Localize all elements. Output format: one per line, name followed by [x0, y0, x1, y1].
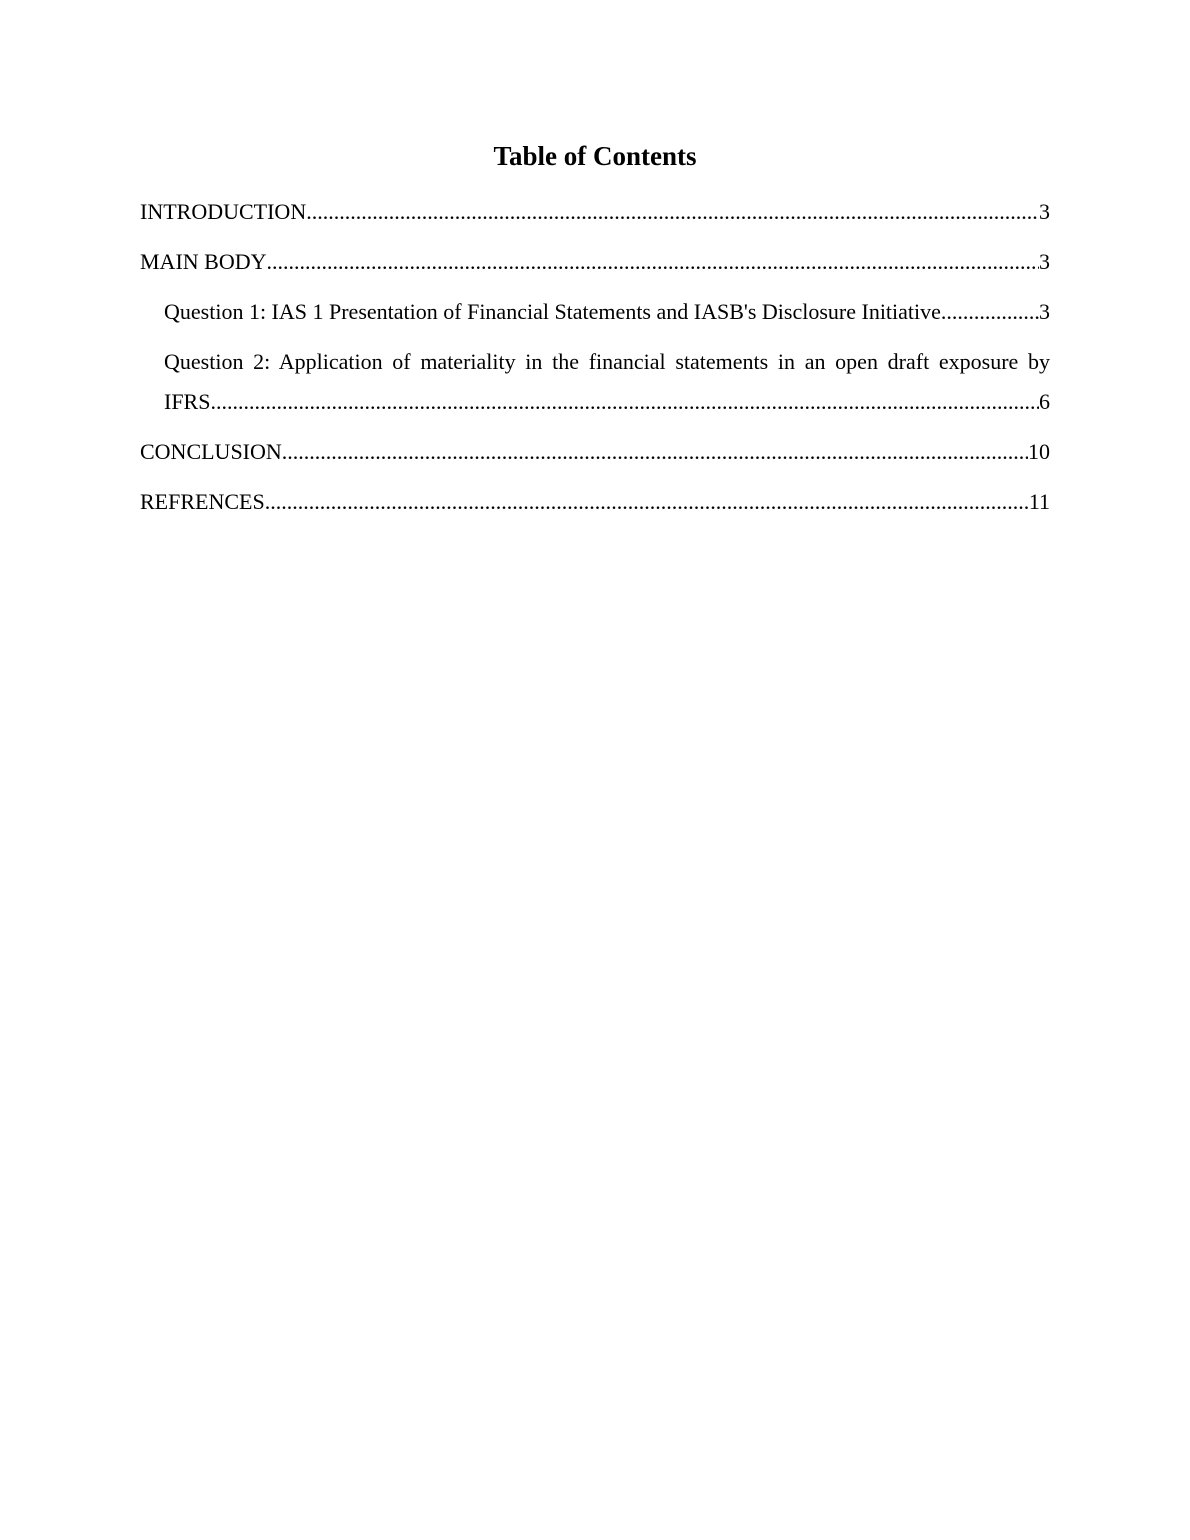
- toc-page-number: 6: [1039, 389, 1050, 414]
- toc-page-number: 3: [1039, 249, 1050, 274]
- toc-entry-question-2[interactable]: [140, 346, 1050, 418]
- dot-leader: [306, 196, 1039, 228]
- dot-leader: [946, 296, 1039, 328]
- toc-page-number: 11: [1028, 489, 1050, 514]
- toc-entry-introduction[interactable]: [140, 196, 1050, 228]
- toc-entry-main-body[interactable]: [140, 246, 1050, 278]
- toc-entry-label: INTRODUCTION: [140, 199, 307, 224]
- toc-entry-label: IFRS: [164, 389, 211, 414]
- toc-page-number: 3: [1039, 299, 1050, 324]
- toc-entry-conclusion[interactable]: [140, 436, 1050, 468]
- toc-entry-label: CONCLUSION: [140, 439, 282, 464]
- dot-leader: [210, 386, 1039, 418]
- dot-leader: [267, 246, 1040, 278]
- toc-entry-first-line: Question 2: Application of materiality in the financial statements in an open draft exposure by: [164, 349, 1050, 374]
- toc-title: Table of Contents: [493, 141, 697, 171]
- toc-page-number: 10: [1028, 439, 1050, 464]
- toc-entry-label: MAIN BODY: [140, 249, 267, 274]
- toc-entry-references[interactable]: [140, 486, 1050, 518]
- toc-entry-label: Question 1: IAS 1 Presentation of Financial Statements and IASB's Disclosure Initiative.: [164, 299, 947, 324]
- toc-entry-label: REFRENCES: [140, 489, 265, 514]
- toc-list: [140, 196, 1050, 536]
- dot-leader: [265, 486, 1029, 518]
- toc-entry-question-1[interactable]: [140, 296, 1050, 328]
- toc-page-number: 3: [1039, 199, 1050, 224]
- dot-leader: [282, 436, 1028, 468]
